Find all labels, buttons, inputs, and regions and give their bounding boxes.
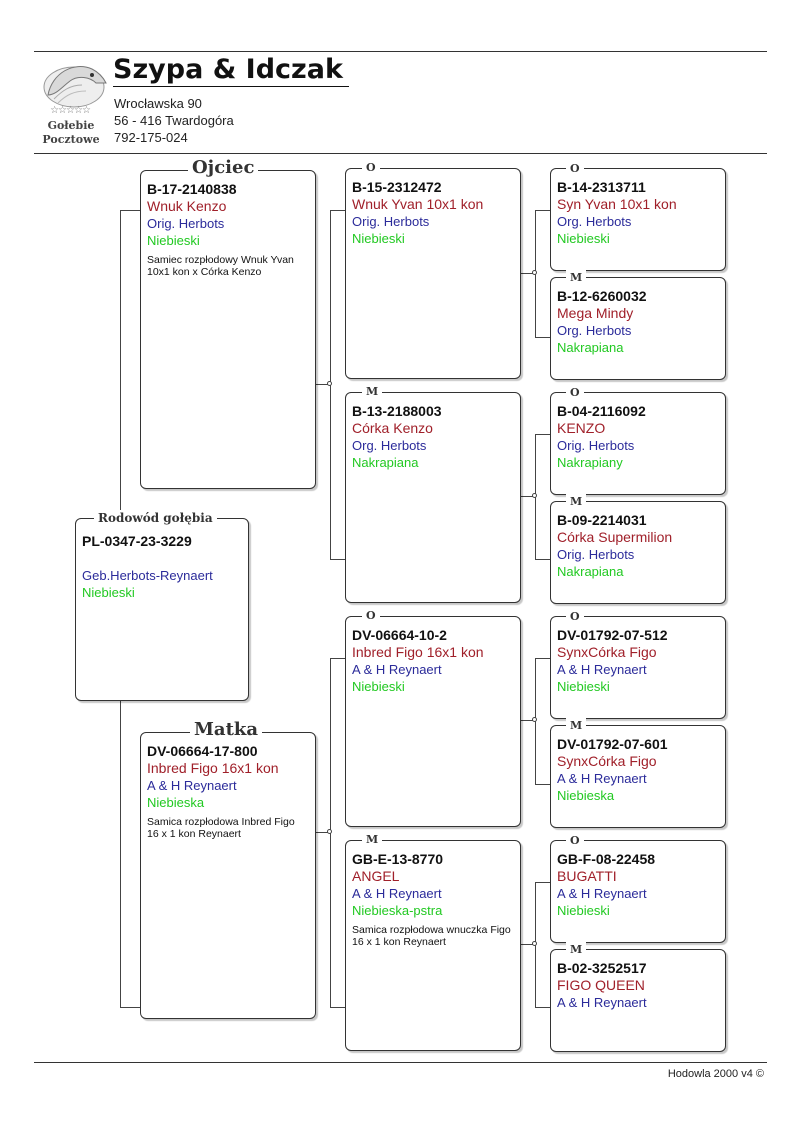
ggp-mmm-name: FIGO QUEEN (557, 977, 645, 993)
logo-stars: ☆☆☆☆☆ (50, 105, 90, 116)
connector-dot (532, 493, 537, 498)
connector-dot (327, 381, 332, 386)
ggp-mfm-owner: A & H Reynaert (557, 771, 647, 786)
ggp-mmf-card[interactable] (550, 840, 726, 943)
ggp-mmm-owner: A & H Reynaert (557, 995, 647, 1010)
ggp-mff-card[interactable] (550, 616, 726, 719)
granddam-maternal-card[interactable] (345, 840, 521, 1051)
granddam-paternal-name: Córka Kenzo (352, 420, 433, 436)
connector-line (120, 1007, 140, 1008)
grandsire-paternal-card[interactable] (345, 168, 521, 379)
dam-label: M (362, 384, 382, 400)
ggp-fff-color: Niebieski (557, 231, 610, 246)
father-color: Niebieski (147, 233, 200, 248)
connector-line (535, 434, 550, 435)
grandsire-maternal-color: Niebieski (352, 679, 405, 694)
connector-dot (532, 941, 537, 946)
ggp-fmf-color: Nakrapiany (557, 455, 623, 470)
connector-line (535, 1007, 550, 1008)
father-label: Ojciec (188, 160, 258, 176)
footer-credit: Hodowla 2000 v4 © (667, 1068, 764, 1080)
grandsire-paternal-color: Niebieski (352, 231, 405, 246)
dam-label: M (566, 942, 586, 958)
grandsire-paternal-owner: Orig. Herbots (352, 214, 430, 229)
ggp-mmm-ring: B-02-3252517 (557, 960, 647, 976)
granddam-paternal-card[interactable] (345, 392, 521, 603)
dam-label: M (566, 718, 586, 734)
connector-dot (532, 270, 537, 275)
logo-text-line2: Pocztowe (42, 133, 100, 146)
ggp-fff-ring: B-14-2313711 (557, 179, 646, 195)
ggp-mmf-color: Niebieski (557, 903, 610, 918)
breeder-name: Szypa & Idczak (113, 54, 349, 87)
connector-line (535, 882, 550, 883)
mother-ring: DV-06664-17-800 (147, 743, 258, 759)
ggp-mfm-card[interactable] (550, 725, 726, 828)
ggp-ffm-color: Nakrapiana (557, 340, 624, 355)
mother-name: Inbred Figo 16x1 kon (147, 760, 279, 776)
sire-label: O (362, 608, 380, 624)
ggp-fff-owner: Org. Herbots (557, 214, 632, 229)
ggp-fmm-name: Córka Supermilion (557, 529, 673, 545)
ggp-mfm-color: Niebieska (557, 788, 615, 803)
granddam-paternal-color: Nakrapiana (352, 455, 419, 470)
grandsire-paternal-name: Wnuk Yvan 10x1 kon (352, 196, 484, 212)
father-ring: B-17-2140838 (147, 181, 237, 197)
ggp-mmm-card[interactable] (550, 949, 726, 1052)
granddam-maternal-ring: GB-E-13-8770 (352, 851, 444, 867)
dam-label: M (566, 270, 586, 286)
address-street: Wrocławska 90 (114, 96, 202, 111)
connector-line (535, 210, 550, 211)
connector-line (535, 559, 550, 560)
dam-label: M (566, 494, 586, 510)
phone-number: 792-175-024 (114, 130, 188, 145)
ggp-fmm-card[interactable] (550, 501, 726, 604)
sire-label: O (566, 609, 584, 625)
grandsire-maternal-ring: DV-06664-10-2 (352, 627, 447, 643)
header-divider (34, 153, 767, 154)
connector-line (120, 210, 140, 211)
logo-text-line1: Gołebie (47, 119, 95, 132)
ggp-fmm-owner: Orig. Herbots (557, 547, 635, 562)
ggp-ffm-ring: B-12-6260032 (557, 288, 647, 304)
top-divider (34, 51, 767, 52)
father-name: Wnuk Kenzo (147, 198, 227, 214)
mother-owner: A & H Reynaert (147, 778, 237, 793)
ggp-fmf-owner: Orig. Herbots (557, 438, 635, 453)
sire-label: O (566, 833, 584, 849)
grandsire-paternal-ring: B-15-2312472 (352, 179, 442, 195)
ggp-fmf-card[interactable] (550, 392, 726, 495)
granddam-maternal-color: Niebieska-pstra (352, 903, 443, 918)
ggp-ffm-card[interactable] (550, 277, 726, 380)
subject-ring: PL-0347-23-3229 (82, 533, 192, 549)
grandsire-maternal-owner: A & H Reynaert (352, 662, 442, 677)
connector-dot (327, 829, 332, 834)
father-note: Samiec rozpłodowy Wnuk Yvan 10x1 kon x Córka Kenzo (147, 254, 294, 278)
connector-line (330, 658, 345, 659)
connector-line (535, 658, 550, 659)
footer-divider (34, 1062, 767, 1063)
subject-color: Niebieski (82, 585, 135, 600)
ggp-fmm-ring: B-09-2214031 (557, 512, 647, 528)
address-city: 56 - 416 Twardogóra (114, 113, 234, 128)
subject-label: Rodowód gołębia (94, 510, 217, 526)
dam-label: M (362, 832, 382, 848)
ggp-fmf-ring: B-04-2116092 (557, 403, 646, 419)
ggp-fmf-name: KENZO (557, 420, 606, 436)
sire-label: O (566, 161, 584, 177)
father-owner: Orig. Herbots (147, 216, 225, 231)
ggp-mff-name: SynxCórka Figo (557, 644, 657, 660)
mother-color: Niebieska (147, 795, 205, 810)
mother-note: Samica rozpłodowa Inbred Figo 16 x 1 kon Reynaert (147, 816, 295, 840)
ggp-mfm-ring: DV-01792-07-601 (557, 736, 668, 752)
granddam-paternal-ring: B-13-2188003 (352, 403, 442, 419)
grandsire-maternal-name: Inbred Figo 16x1 kon (352, 644, 484, 660)
ggp-ffm-name: Mega Mindy (557, 305, 634, 321)
ggp-mmf-name: BUGATTI (557, 868, 617, 884)
mother-label: Matka (190, 722, 262, 738)
connector-dot (532, 717, 537, 722)
sire-label: O (362, 160, 380, 176)
subject-owner: Geb.Herbots-Reynaert (82, 568, 213, 583)
mother-card[interactable] (140, 732, 316, 1019)
ggp-mff-color: Niebieski (557, 679, 610, 694)
ggp-ffm-owner: Org. Herbots (557, 323, 632, 338)
subject-card[interactable] (75, 518, 249, 701)
logo (34, 55, 108, 151)
connector-line (120, 210, 121, 526)
sire-label: O (566, 385, 584, 401)
ggp-fmm-color: Nakrapiana (557, 564, 624, 579)
connector-line (330, 1007, 345, 1008)
ggp-mmf-owner: A & H Reynaert (557, 886, 647, 901)
granddam-maternal-owner: A & H Reynaert (352, 886, 442, 901)
ggp-mmf-ring: GB-F-08-22458 (557, 851, 656, 867)
grandsire-maternal-card[interactable] (345, 616, 521, 827)
granddam-maternal-note: Samica rozpłodowa wnuczka Figo 16 x 1 kon Reynaert (352, 924, 511, 948)
connector-line (535, 337, 550, 338)
ggp-mff-owner: A & H Reynaert (557, 662, 647, 677)
ggp-fff-name: Syn Yvan 10x1 kon (557, 196, 677, 212)
ggp-mff-ring: DV-01792-07-512 (557, 627, 668, 643)
ggp-mfm-name: SynxCórka Figo (557, 753, 657, 769)
ggp-fff-card[interactable] (550, 168, 726, 271)
connector-line (330, 559, 345, 560)
subject-name (82, 550, 242, 567)
connector-line (535, 784, 550, 785)
connector-line (120, 700, 121, 1008)
father-card[interactable] (140, 170, 316, 489)
granddam-maternal-name: ANGEL (352, 868, 400, 884)
pigeon-head-icon (34, 55, 108, 109)
connector-line (330, 210, 345, 211)
granddam-paternal-owner: Org. Herbots (352, 438, 427, 453)
